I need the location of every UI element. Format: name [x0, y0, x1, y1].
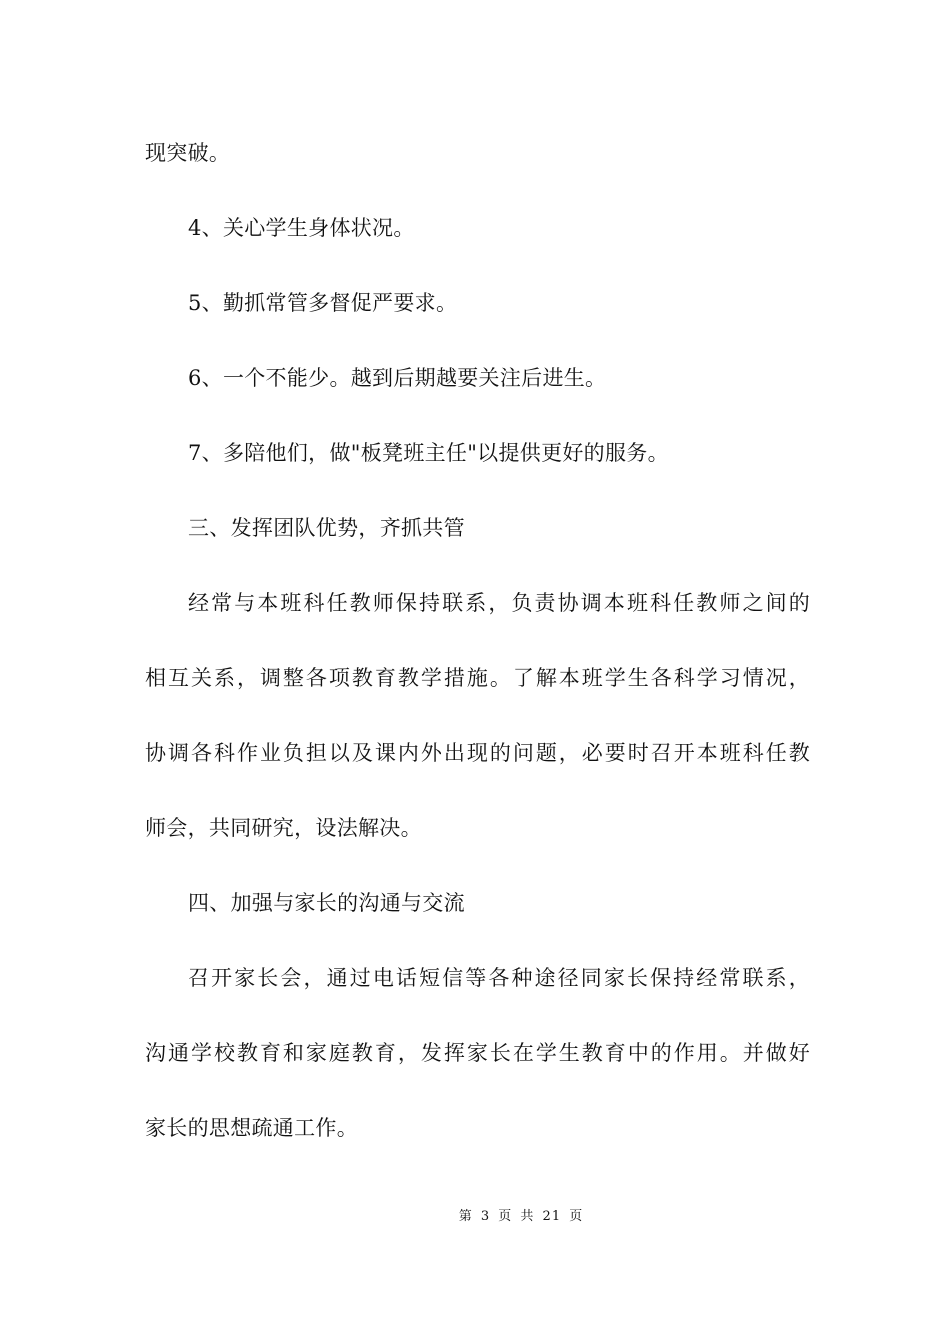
- paragraph-line: 师会，共同研究，设法解决。: [145, 816, 422, 840]
- paragraph-line: 家长的思想疏通工作。: [145, 1116, 358, 1140]
- list-item-6: 6、一个不能少。越到后期越要关注后进生。: [188, 366, 607, 390]
- list-item-5: 5、勤抓常管多督促严要求。: [188, 291, 458, 315]
- paragraph-continuation: 现突破。: [145, 141, 231, 165]
- paragraph-line: 沟通学校教育和家庭教育，发挥家长在学生教育中的作用。并做好: [145, 1041, 810, 1065]
- paragraph-line: 经常与本班科任教师保持联系，负责协调本班科任教师之间的: [188, 591, 810, 615]
- section-heading-4: 四、加强与家长的沟通与交流: [188, 891, 465, 915]
- paragraph-line: 协调各科作业负担以及课内外出现的问题，必要时召开本班科任教: [145, 741, 810, 765]
- list-item-4: 4、关心学生身体状况。: [188, 216, 415, 240]
- section-heading-3: 三、发挥团队优势，齐抓共管: [188, 516, 465, 540]
- list-item-7: 7、多陪他们，做"板凳班主任"以提供更好的服务。: [188, 441, 669, 465]
- paragraph-line: 召开家长会，通过电话短信等各种途径同家长保持经常联系，: [188, 966, 810, 990]
- paragraph-line: 相互关系，调整各项教育教学措施。了解本班学生各科学习情况，: [145, 666, 810, 690]
- page-footer: 第 3 页 共 21 页: [458, 1209, 584, 1224]
